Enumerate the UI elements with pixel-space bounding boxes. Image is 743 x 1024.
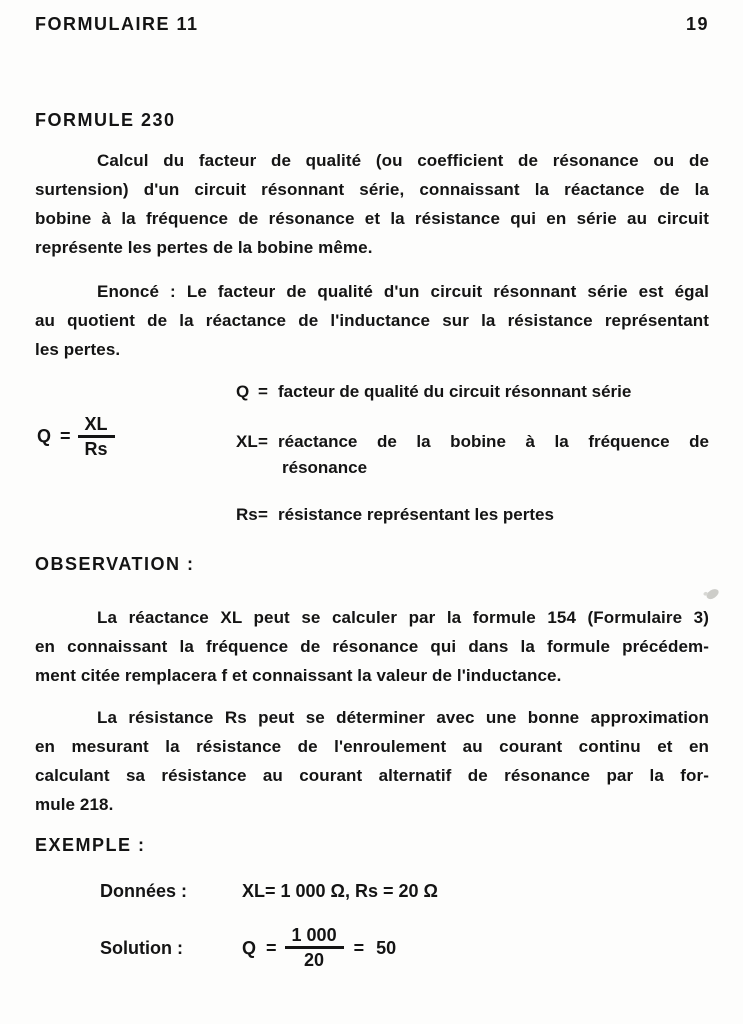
enonce-paragraph	[35, 277, 709, 364]
definition-line: résonance	[282, 458, 368, 477]
definition-text	[278, 429, 709, 481]
paragraph-line: mule 218.	[35, 795, 114, 814]
running-header	[35, 12, 709, 36]
paragraph-line: La résistance Rs peut se déterminer avec une bonne approximation	[97, 708, 709, 727]
intro-paragraph	[35, 146, 709, 262]
paragraph-line: les pertes.	[35, 340, 121, 359]
paragraph-line: Enoncé : Le facteur de qualité d'un circuit résonnant série est égal	[97, 282, 709, 301]
symbol-definitions	[236, 379, 709, 528]
main-formula-block	[35, 379, 236, 528]
donnees-row	[35, 878, 709, 904]
donnees-label: Données :	[100, 881, 188, 901]
fraction-denominator: Rs	[84, 439, 108, 459]
definition-symbol: Rs	[236, 505, 258, 524]
formula-fraction	[78, 413, 115, 460]
header-title: FORMULAIRE 11	[35, 14, 199, 34]
solution-row	[35, 924, 709, 971]
solution-expression	[242, 924, 396, 971]
scan-smudge-artifact	[705, 587, 721, 601]
solution-fraction	[285, 924, 344, 971]
observation-title: OBSERVATION :	[35, 554, 195, 574]
solution-lhs: Q	[242, 937, 257, 958]
fraction-numerator: 1 000	[291, 925, 337, 945]
definition-equals: =	[258, 505, 268, 524]
paragraph-line: au quotient de la réactance de l'inductance sur la résistance représentant	[35, 311, 709, 330]
paragraph-line: calculant sa résistance au courant alternatif de résonance par la for-	[35, 766, 709, 785]
paragraph-line: en mesurant la résistance de l'enroulement au courant continu et en	[35, 737, 709, 756]
paragraph-line: Calcul du facteur de qualité (ou coefficient de résonance ou de	[97, 151, 709, 170]
paragraph-line: bobine à la fréquence de résonance et la résistance qui en série au circuit	[35, 209, 709, 228]
definition-symbol: Q	[236, 382, 250, 401]
donnees-value: XL= 1 000 Ω, Rs = 20 Ω	[242, 881, 438, 901]
paragraph-line: surtension) d'un circuit résonnant série, connaissant la réactance de la	[35, 180, 709, 199]
fraction-denominator: 20	[304, 950, 325, 970]
formule-title: FORMULE 230	[35, 110, 176, 130]
definition-q	[236, 379, 709, 405]
main-formula	[37, 413, 115, 460]
paragraph-line: représente les pertes de la bobine même.	[35, 238, 373, 257]
definition-rs	[236, 502, 709, 528]
observation-paragraph-2	[35, 703, 709, 819]
definition-line: réactance de la bobine à la fréquence de	[278, 432, 709, 451]
formula-lhs: Q	[37, 426, 52, 446]
definition-line: facteur de qualité du circuit résonnant série	[278, 382, 632, 401]
page-number: 19	[685, 14, 709, 34]
observation-paragraph-1	[35, 603, 709, 690]
paragraph-line: La réactance XL peut se calculer par la formule 154 (Formulaire 3)	[97, 608, 709, 627]
definition-line: résistance représentant les pertes	[278, 505, 554, 524]
exemple-title: EXEMPLE :	[35, 835, 146, 855]
definition-symbol: XL	[236, 432, 258, 451]
fraction-numerator: XL	[84, 414, 108, 434]
solution-label: Solution :	[100, 937, 183, 958]
solution-result: 50	[376, 937, 397, 958]
paragraph-line: en connaissant la fréquence de résonance qui dans la formule précédem-	[35, 637, 709, 656]
formula-definitions-section	[35, 379, 709, 528]
definition-equals: =	[258, 382, 268, 401]
formula-equals: =	[60, 426, 71, 446]
definition-equals: =	[258, 432, 268, 451]
definition-xl	[236, 429, 709, 481]
paragraph-line: ment citée remplacera f et connaissant la valeur de l'inductance.	[35, 666, 562, 685]
solution-equals-2: =	[353, 937, 365, 958]
definition-text	[278, 502, 709, 528]
definition-text	[278, 379, 709, 405]
solution-equals: =	[266, 937, 277, 958]
